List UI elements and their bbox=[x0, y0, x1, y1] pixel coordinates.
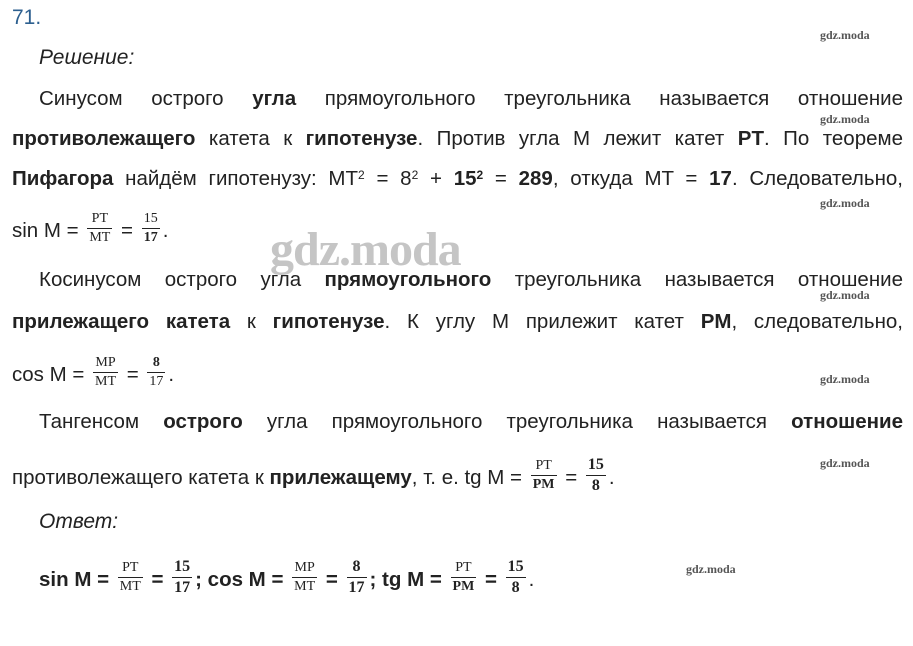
watermark: gdz.moda bbox=[820, 288, 870, 302]
p1-line4-formula: sin M = $\frac{PT}{MT}$ = $\frac{15}{17}$ . bbox=[12, 211, 169, 245]
watermark: gdz.moda bbox=[820, 112, 870, 126]
watermark: gdz.moda bbox=[820, 372, 870, 386]
solution-label: Решение: bbox=[39, 46, 135, 69]
p2-line1: Косинусом острого угла прямоугольного треугольника называется отношение bbox=[39, 268, 903, 291]
p3-line1: Тангенсом острого угла прямоугольного треугольника называется отношение bbox=[39, 410, 903, 433]
p2-line3-formula: cos M = $\frac{MP}{MT}$ = $\frac{8}{17}$ . bbox=[12, 355, 175, 389]
p1-line1: Синусом острого угла прямоугольного треугольника называется отношение bbox=[39, 87, 903, 110]
watermark-large: gdz.moda bbox=[270, 223, 461, 276]
p3-line2: противолежащего катета к прилежащему, т. е. tg M = $\frac{PT}{PM}$ = $\frac{15}{8}$ . bbox=[12, 456, 615, 494]
watermark: gdz.moda bbox=[820, 196, 870, 210]
problem-number: 71. bbox=[12, 6, 42, 29]
watermark: gdz.moda bbox=[820, 28, 870, 42]
p1-line2: противолежащего катета к гипотенузе. Против угла M лежит катет PT. По теореме bbox=[12, 127, 903, 150]
answer-label: Ответ: bbox=[39, 510, 119, 533]
p1-line3: Пифагора найдём гипотенузу: $MT^2 = 8^2 + 15^2 = 289$, откуда MT = 17. Следовательно, bbox=[12, 167, 903, 190]
watermark: gdz.moda bbox=[820, 456, 870, 470]
p2-line2: прилежащего катета к гипотенузе. К углу M прилежит катет PM, следовательно, bbox=[12, 310, 903, 333]
answer-line: sin M = $\frac{PT}{MT}$ = $\frac{15}{17}$ ; cos M = $\frac{MP}{MT}$ = $\frac{8}{17}$ ; tg M = $\frac{PT}{PM}$ = $\frac{15}{8}$ . bbox=[39, 558, 535, 596]
watermark: gdz.moda bbox=[686, 562, 736, 576]
